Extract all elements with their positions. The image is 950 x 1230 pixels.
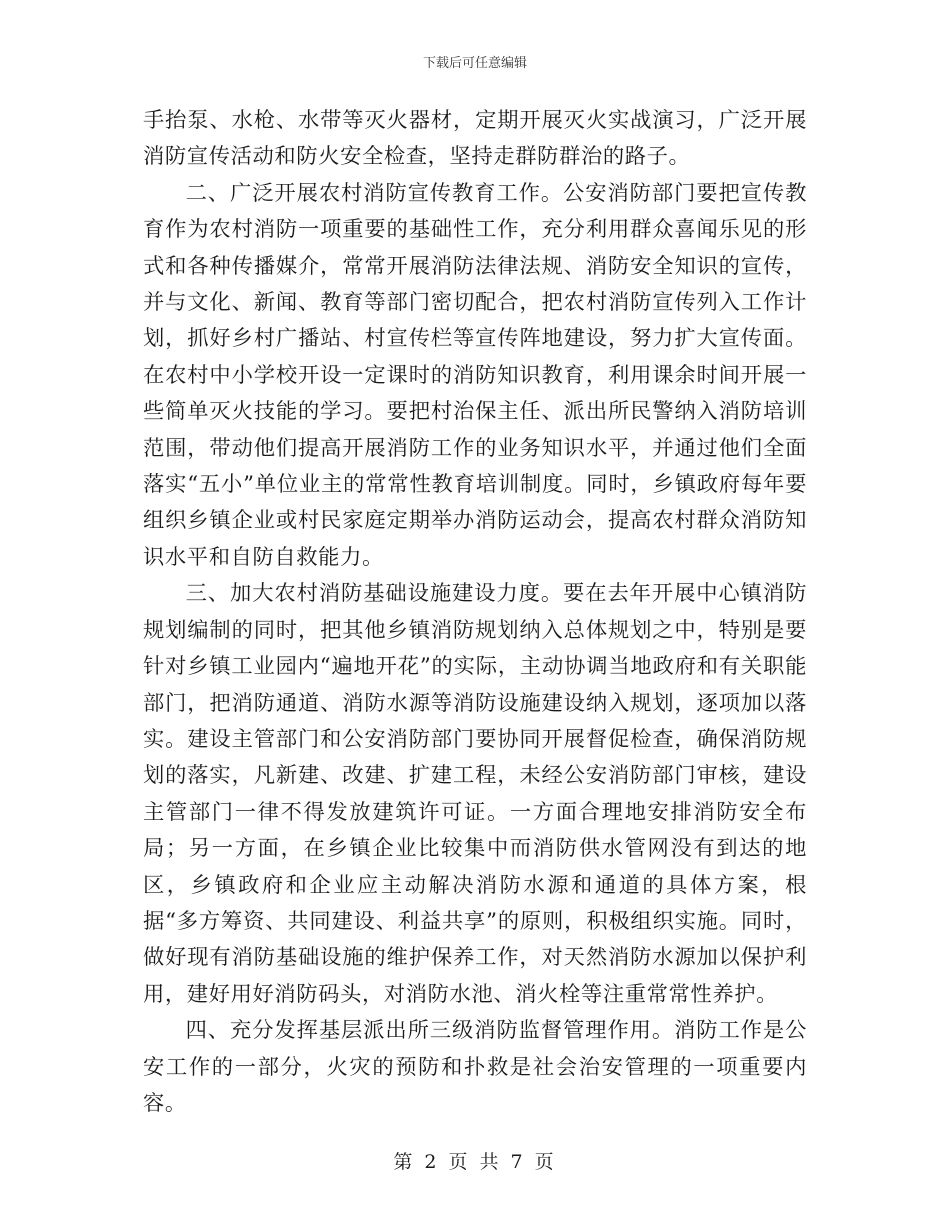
paragraph-4: 四、充分发挥基层派出所三级消防监督管理作用。消防工作是公安工作的一部分，火灾的预防和扑救是社会治安管理的一项重要内容。 bbox=[143, 1018, 807, 1116]
page-footer: 第 2 页 共 7 页 bbox=[393, 1151, 557, 1173]
paragraph-2: 二、广泛开展农村消防宣传教育工作。公安消防部门要把宣传教育作为农村消防一项重要的基础性工作，充分利用群众喜闻乐见的形式和各种传播媒介，常常开展消防法律法规、消防安全知识的宣传，并与文化、新闻、教育等部门密切配合，把农村消防宣传列入工作计划，抓好乡村广播站、村宣传栏等宣传阵地建设，努力扩大宣传面。在农村中小学校开设一定课时的消防知识教育，利用课余时间开展一些简单灭火技能的学习。要把村治保主任、派出所民警纳入消防培训范围，带动他们提高开展消防工作的业务知识水平，并通过他们全面落实“五小”单位业主的常常性教育培训制度。同时，乡镇政府每年要组织乡镇企业或村民家庭定期举办消防运动会，提高农村群众消防知识水平和自防自救能力。 bbox=[143, 180, 807, 570]
paragraph-1: 手抬泵、水枪、水带等灭火器材，定期开展灭火实战演习，广泛开展消防宣传活动和防火安全检查，坚持走群防群治的路子。 bbox=[143, 108, 807, 170]
paragraph-3: 三、加大农村消防基础设施建设力度。要在去年开展中心镇消防规划编制的同时，把其他乡镇消防规划纳入总体规划之中，特别是要针对乡镇工业园内“遍地开花”的实际，主动协调当地政府和有关职能部门，把消防通道、消防水源等消防设施建设纳入规划，逐项加以落实。建设主管部门和公安消防部门要协同开展督促检查，确保消防规划的落实，凡新建、改建、扩建工程，未经公安消防部门审核，建设主管部门一律不得发放建筑许可证。一方面合理地安排消防安全布局；另一方面，在乡镇企业比较集中而消防供水管网没有到达的地区，乡镇政府和企业应主动解决消防水源和通道的具体方案，根据“多方筹资、共同建设、利益共享”的原则，积极组织实施。同时，做好现有消防基础设施的维护保养工作，对天然消防水源加以保护利用，建好用好消防码头，对消防水池、消火栓等注重常常性养护。 bbox=[143, 581, 807, 1007]
page-header: 下载后可任意编辑 bbox=[422, 56, 527, 71]
document-body bbox=[143, 103, 807, 1122]
